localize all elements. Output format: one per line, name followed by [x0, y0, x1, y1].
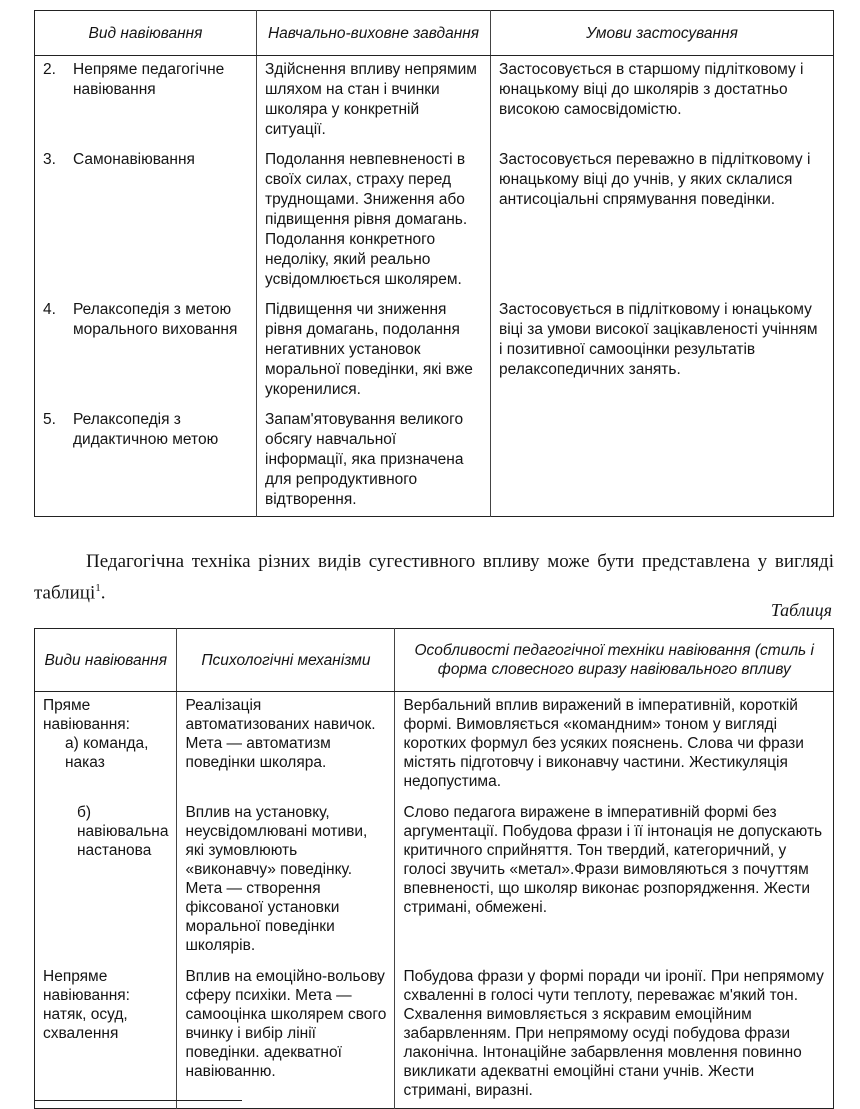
mechanism-cell: Реалізація автоматизованих навичок. Мета — автоматизм поведінки школяра.	[177, 692, 395, 800]
technique-cell: Побудова фрази у формі поради чи іронії. При непрямому схваленні в голосі чути теплоту, переважає м'який тон. Схвалення вимовляється з яскравим емоційним забарвленням. При непрямому осуді побудова фрази лаконічна. Інтонаційне забарвлення мовлення повинно викликати адекватні емоційні стани учнів. Жести стримані, виразні.	[395, 963, 834, 1109]
table-row	[35, 296, 834, 406]
table-row	[35, 146, 834, 296]
intro-paragraph	[34, 548, 834, 606]
table-row	[35, 56, 834, 147]
column-header: Особливості педагогічної техніки навіювання (стиль і форма словесного виразу навіювального впливу	[395, 629, 834, 692]
suggestive-technique-table	[34, 628, 834, 1109]
paragraph-end: .	[100, 582, 106, 604]
column-header: Навчально-виховне завдання	[257, 11, 491, 56]
task-cell: Запам'ятовування великого обсягу навчальної інформації, яка призначена для репродуктивного відтворення.	[257, 406, 491, 517]
task-cell: Подолання невпевненості в своїх силах, страху перед труднощами. Зниження або підвищення рівня домагань. Подолання конкретного недоліку, який реально усвідомлюється школярем.	[257, 146, 491, 296]
column-header: Психологічні механізми	[177, 629, 395, 692]
table-caption: Таблиця	[770, 600, 832, 620]
row-number: 3.	[43, 151, 56, 168]
table-row	[35, 692, 834, 800]
conditions-cell: Застосовується в підлітковому і юнацькому віці за умови високої зацікавленості учінням і позитивної самооцінки результатів релаксопедичних занять.	[491, 296, 834, 406]
column-header: Види навіювання	[35, 629, 177, 692]
column-header: Умови застосування	[491, 11, 834, 56]
type-label: Самонавіювання	[73, 151, 195, 168]
technique-cell: Вербальний вплив виражений в імперативній, короткій формі. Вимовляється «командним» тоном у вигляді коротких формул без усяких пояснень. Слова чи фрази містять підготовчу і виконавчу частини. Жестикуляція недопустима.	[395, 692, 834, 800]
type-sub: б) навіювальна настанова	[77, 804, 169, 859]
type-cell: Непряме навіювання: натяк, осуд, схвалення	[43, 968, 130, 1042]
type-cell	[35, 296, 257, 406]
type-cell	[35, 692, 177, 800]
type-main: Пряме навіювання:	[43, 697, 130, 733]
type-label: Релаксопедія з дидактичною метою	[73, 411, 219, 448]
task-cell: Здійснення впливу непрямим шляхом на стан і вчинки школяра у конкретній ситуації.	[257, 56, 491, 147]
type-label: Релаксопедія з метою морального виховання	[73, 301, 238, 338]
row-number: 2.	[43, 61, 56, 78]
type-cell	[35, 146, 257, 296]
column-header: Вид навіювання	[35, 11, 257, 56]
conditions-cell: Застосовується переважно в підлітковому і юнацькому віці до учнів, у яких склалися антисоціальні спрямування поведінки.	[491, 146, 834, 296]
technique-cell: Слово педагога виражене в імперативній формі без аргументації. Побудова фрази і її інтонація не допускають критичного сприйняття. Тон твердий, категоричний, у голосі звучить «метал».Фрази вимовляються з почуттям впевненості, що школяр виконає розпорядження. Жести стримані, обмежені.	[395, 799, 834, 963]
conditions-cell: Застосовується в старшому підлітковому і юнацькому віці до школярів з достатньо високою самосвідомістю.	[491, 56, 834, 147]
table-header-row	[35, 11, 834, 56]
row-number: 4.	[43, 301, 56, 318]
row-number: 5.	[43, 411, 56, 428]
type-cell	[35, 799, 177, 963]
conditions-cell	[491, 406, 834, 517]
table-row	[35, 963, 834, 1109]
table-row	[35, 799, 834, 963]
footnote-mark: 1	[95, 582, 101, 594]
type-cell	[35, 406, 257, 517]
type-sub: а) команда, наказ	[65, 735, 149, 771]
task-cell: Підвищення чи зниження рівня домагань, подолання негативних установок моральної поведінки, які вже укоренилися.	[257, 296, 491, 406]
table-header-row	[35, 629, 834, 692]
mechanism-cell: Вплив на установку, неусвідомлювані мотиви, які зумовлюють «виконавчу» поведінку. Мета — створення фіксованої установки моральної поведінки школярів.	[177, 799, 395, 963]
mechanism-cell: Вплив на емоційно-вольову сферу психіки. Мета — самооцінка школярем свого вчинку і вибір лінії поведінки. адекватної навіюванню.	[177, 963, 395, 1109]
paragraph-text: Педагогічна техніка різних видів сугестивного впливу може бути представлена у вигляді таблиці	[34, 551, 834, 604]
type-label: Непряме педагогічне навіювання	[73, 61, 225, 98]
footnote-divider	[34, 1100, 242, 1101]
table-row	[35, 406, 834, 517]
suggestion-types-table	[34, 10, 834, 517]
type-cell	[35, 56, 257, 147]
